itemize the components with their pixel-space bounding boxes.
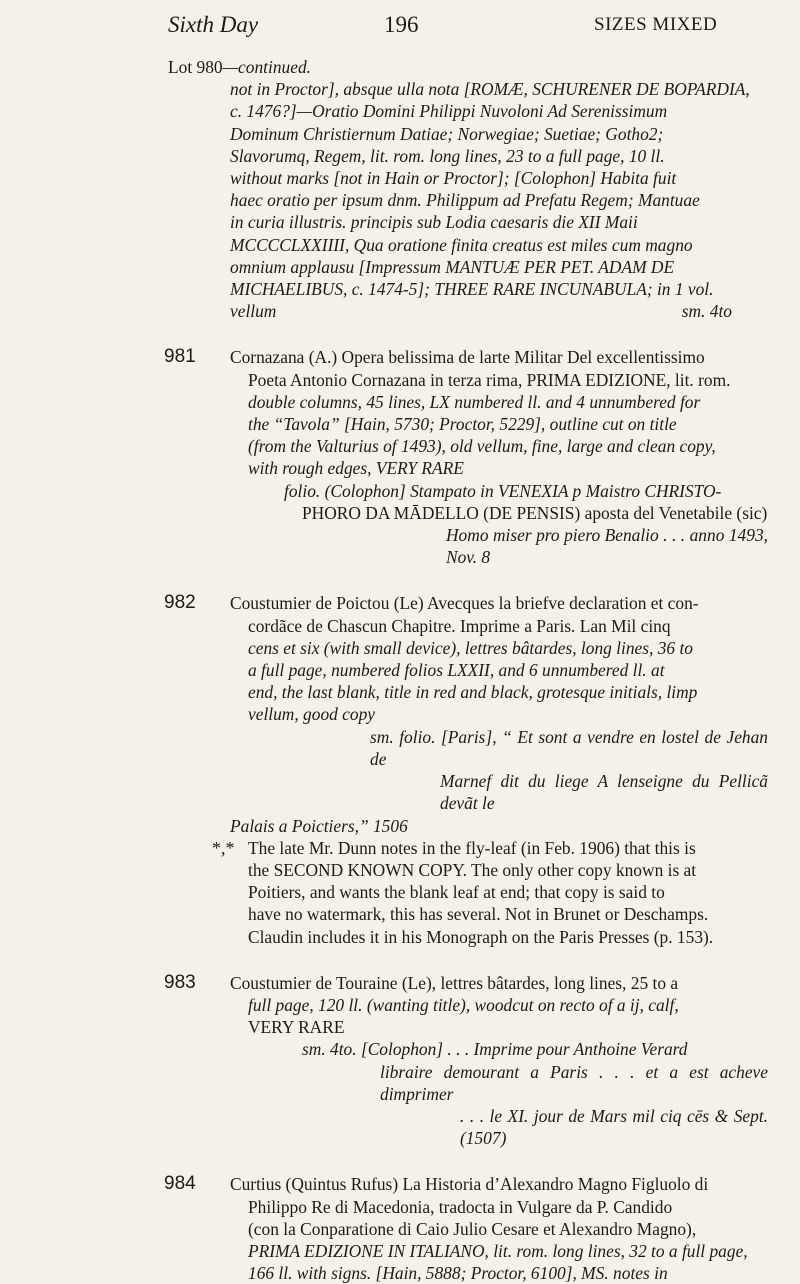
entry-line: Poeta Antonio Cornazana in terza rima, PRIMA EDIZIONE, lit. rom. bbox=[248, 369, 731, 390]
entry-line: folio. (Colophon] Stampato in VENEXIA p Maistro CHRISTO- bbox=[284, 480, 722, 501]
entry-980 bbox=[168, 78, 768, 322]
dunn-note bbox=[212, 837, 768, 948]
entry-line: . . . le XI. jour de Mars mil ciq cēs & Sept. (1507) bbox=[460, 1105, 768, 1149]
entry-line: (from the Valturius of 1493), old vellum, fine, large and clean copy, bbox=[248, 436, 716, 457]
entry-line: Homo miser pro piero Benalio . . . anno 1493, Nov. 8 bbox=[446, 525, 768, 568]
note-asterism: *,* bbox=[212, 837, 235, 858]
entry-line: c. 1476?]—Oratio Domini Philippi Nuvoloni Ad Serenissimum bbox=[230, 101, 668, 122]
lot-number: 981 bbox=[164, 346, 196, 368]
lot-label: Lot 980 bbox=[168, 57, 223, 77]
lot-continued: —continued. bbox=[222, 57, 311, 77]
lot-number: 984 bbox=[164, 1173, 196, 1195]
entry-line: haec oratio per ipsum dnm. Philippum ad Prefatu Regem; Mantuae bbox=[230, 190, 700, 211]
entry-line: VERY RARE bbox=[248, 1017, 345, 1038]
entry-983 bbox=[164, 971, 768, 1150]
entry-line: full page, 120 ll. (wanting title), woodcut on recto of a ij, calf, bbox=[248, 994, 679, 1015]
entry-line: Coustumier de Poictou (Le) Avecques la briefve declaration et con- bbox=[230, 593, 699, 614]
entry-line: double columns, 45 lines, LX numbered ll. and 4 unnumbered for bbox=[248, 391, 701, 412]
entry-line: Marnef dit du liege A lenseigne du Pellicã devãt le bbox=[440, 771, 768, 814]
entry-line: cens et six (with small device), lettres bâtardes, long lines, 36 to bbox=[248, 637, 693, 658]
entry-line: without marks [not in Hain or Proctor]; [Colophon] Habita fuit bbox=[230, 168, 677, 189]
page-number: 196 bbox=[384, 12, 419, 37]
running-header bbox=[0, 8, 800, 40]
lot-number: 982 bbox=[164, 592, 196, 614]
entry-981 bbox=[164, 346, 768, 568]
lot-number: 983 bbox=[164, 971, 196, 993]
entry-982 bbox=[164, 592, 768, 947]
note-line: the SECOND KNOWN COPY. The only other copy known is at bbox=[248, 859, 697, 880]
note-line: The late Mr. Dunn notes in the fly-leaf (in Feb. 1906) that this is bbox=[248, 837, 696, 858]
entry-line: cordãce de Chascun Chapitre. Imprime a Paris. Lan Mil cinq bbox=[248, 615, 671, 636]
entry-line: MCCCCLXXIIII, Qua oratione finita creatus est miles cum magno bbox=[230, 234, 693, 255]
entry-line: in curia illustris. principis sub Lodia caesaris die XII Maii bbox=[230, 212, 638, 233]
header-section: SIZES MIXED bbox=[594, 14, 718, 35]
entry-line: omnium applausu [Impressum MANTUÆ PER PET. ADAM DE bbox=[230, 256, 675, 277]
entry-line: Dominum Christiernum Datiae; Norwegiae; Suetiae; Gotho2; bbox=[230, 123, 664, 144]
format-text: sm. 4to bbox=[681, 301, 732, 322]
note-line: have no watermark, this has several. Not in Brunet or Deschamps. bbox=[248, 904, 709, 925]
entry-line: (con la Conparatione di Caio Julio Cesare et Alexandro Magno), bbox=[248, 1218, 697, 1239]
entry-line: end, the last blank, title in red and black, grotesque initials, limp bbox=[248, 682, 698, 703]
note-line: Poitiers, and wants the blank leaf at end; that copy is said to bbox=[248, 882, 665, 903]
entry-line: not in Proctor], absque ulla nota [ROMÆ, SCHURENER DE BOPARDIA, bbox=[230, 79, 750, 100]
entry-line: Cornazana (A.) Opera belissima de larte Militar Del excellentissimo bbox=[230, 347, 705, 368]
entry-line: Slavorumq, Regem, lit. rom. long lines, 23 to a full page, 10 ll. bbox=[230, 145, 665, 166]
entry-line: Curtius (Quintus Rufus) La Historia d’Alexandro Magno Figluolo di bbox=[230, 1174, 709, 1195]
entry-line: MICHAELIBUS, c. 1474-5]; THREE RARE INCUNABULA; in 1 vol. bbox=[230, 279, 714, 300]
entry-line: a full page, numbered folios LXXII, and 6 unnumbered ll. at bbox=[248, 660, 665, 681]
note-line: Claudin includes it in his Monograph on the Paris Presses (p. 153). bbox=[248, 926, 714, 947]
lot-heading bbox=[168, 56, 768, 78]
entry-line: PRIMA EDIZIONE IN ITALIANO, lit. rom. long lines, 32 to a full page, bbox=[248, 1240, 748, 1261]
entry-line: PHORO DA MĀDELLO (DE PENSIS) aposta del Venetabile (sic) bbox=[302, 502, 768, 523]
entry-line: Palais a Poictiers,” 1506 bbox=[230, 815, 408, 836]
entry-line: vellum, good copy bbox=[248, 704, 376, 725]
entry-line: Philippo Re di Macedonia, tradocta in Vulgare da P. Candido bbox=[248, 1196, 673, 1217]
entry-line: libraire demourant a Paris . . . et a est acheve dimprimer bbox=[380, 1061, 768, 1104]
catalogue-body bbox=[164, 56, 768, 1284]
entry-line: the “Tavola” [Hain, 5730; Proctor, 5229], outline cut on title bbox=[248, 414, 677, 435]
entry-984 bbox=[164, 1173, 768, 1284]
entry-line: 166 ll. with signs. [Hain, 5888; Proctor, 6100], MS. notes in bbox=[248, 1263, 668, 1284]
entry-line bbox=[230, 300, 768, 322]
entry-line: with rough edges, VERY RARE bbox=[248, 458, 464, 479]
entry-line: sm. folio. [Paris], “ Et sont a vendre en lostel de Jehan de bbox=[370, 726, 768, 769]
header-day: Sixth Day bbox=[168, 12, 259, 37]
entry-line: sm. 4to. [Colophon] . . . Imprime pour Anthoine Verard bbox=[302, 1039, 688, 1060]
entry-line: Coustumier de Touraine (Le), lettres bâtardes, long lines, 25 to a bbox=[230, 972, 679, 993]
binding-text: vellum bbox=[230, 301, 277, 322]
